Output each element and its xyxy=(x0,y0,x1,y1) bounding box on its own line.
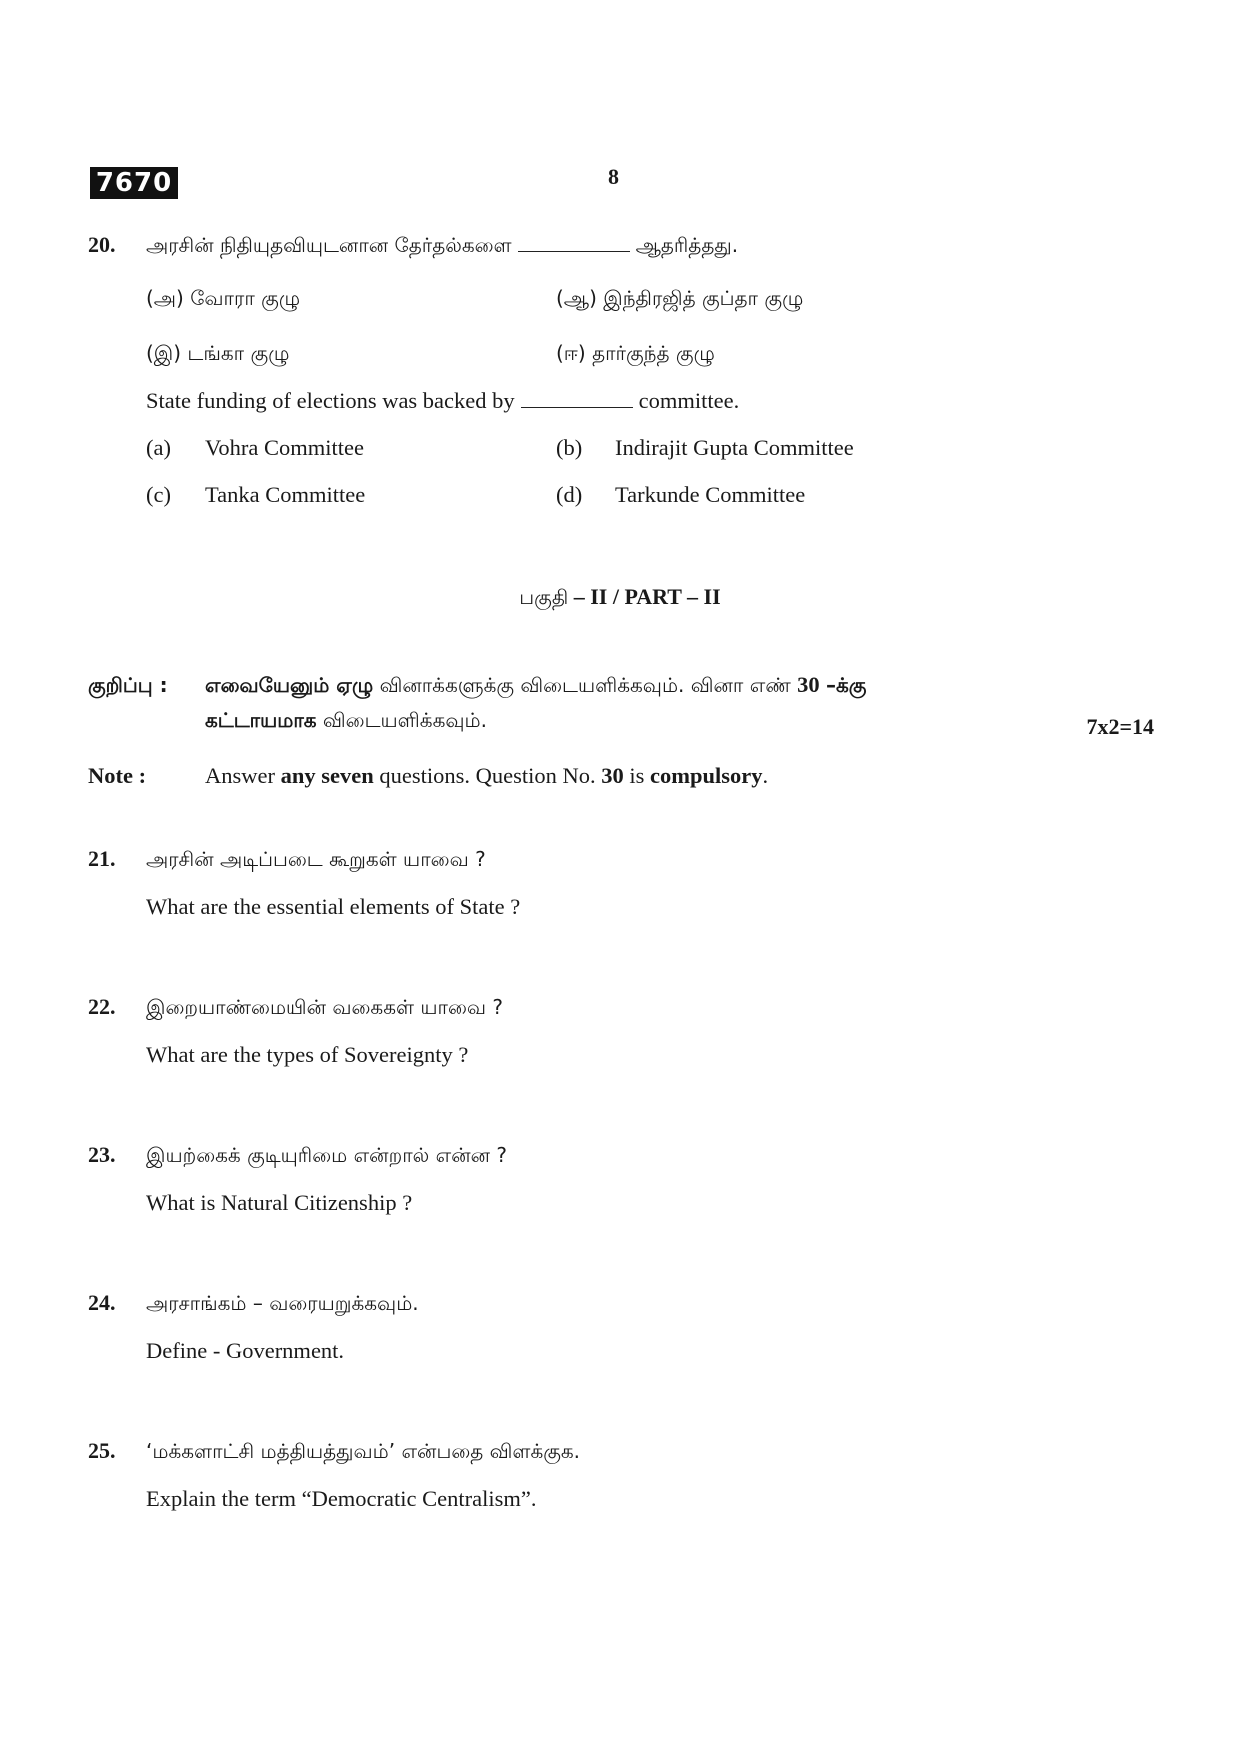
note-bold: compulsory xyxy=(650,763,763,788)
option-label: (அ) xyxy=(146,286,184,310)
q20-english-option-c xyxy=(146,480,171,510)
note-tamil-line1 xyxy=(205,670,866,700)
q20-tamil-option-d xyxy=(556,338,715,368)
q22-tamil: இறையாண்மையின் வகைகள் யாவை ? xyxy=(146,995,504,1019)
note-tamil-compulsory: கட்டாயமாக xyxy=(205,708,317,732)
note-tamil-bold: எவையேனும் ஏழு xyxy=(205,673,374,697)
option-text: தார்குந்த் குழு xyxy=(592,341,715,365)
note-tamil-label: குறிப்பு : xyxy=(88,673,168,697)
note-text: is xyxy=(629,763,645,788)
q25-number: 25. xyxy=(88,1438,116,1463)
q20-number: 20. xyxy=(88,232,116,257)
q20-english-stem xyxy=(146,386,739,416)
q20-tamil-before: அரசின் நிதியுதவியுடனான தேர்தல்களை xyxy=(146,233,512,257)
q20-tamil-stem xyxy=(146,230,738,260)
q22-number: 22. xyxy=(88,994,116,1019)
q23-tamil: இயற்கைக் குடியுரிமை என்றால் என்ன ? xyxy=(146,1143,507,1167)
note-text: . xyxy=(762,763,769,788)
note-tamil-text: வினாக்களுக்கு விடையளிக்கவும். வினா எண் xyxy=(379,673,791,697)
q22-english: What are the types of Sovereignty ? xyxy=(146,1042,469,1067)
option-label: (b) xyxy=(556,435,583,460)
option-text: வோரா குழு xyxy=(190,286,301,310)
option-label: (இ) xyxy=(146,341,182,365)
q23-english: What is Natural Citizenship ? xyxy=(146,1190,413,1215)
option-label: (a) xyxy=(146,435,171,460)
q20-english-blank xyxy=(521,389,633,408)
q24-number: 24. xyxy=(88,1290,116,1315)
part-title-rest: – II / PART – II xyxy=(573,584,721,609)
q20-english-before: State funding of elections was backed by xyxy=(146,388,515,413)
option-text: டங்கா குழு xyxy=(187,341,290,365)
q20-tamil-blank xyxy=(518,233,630,252)
q20-english-after: committee. xyxy=(638,388,740,413)
q24-english: Define - Government. xyxy=(146,1338,345,1363)
q20-english-option-b-text: Indirajit Gupta Committee xyxy=(615,435,854,460)
note-bold: 30 xyxy=(601,763,624,788)
note-tamil-line2 xyxy=(205,705,487,735)
note-tamil-suffix: –க்கு xyxy=(826,673,867,697)
option-text: இந்திரஜித் குப்தா குழு xyxy=(603,286,804,310)
note-english-text xyxy=(205,761,768,791)
q23-number: 23. xyxy=(88,1142,116,1167)
q20-english-option-c-text: Tanka Committee xyxy=(205,482,366,507)
note-english-label: Note : xyxy=(88,763,147,788)
note-text: Answer xyxy=(205,763,275,788)
note-tamil-text2: விடையளிக்கவும். xyxy=(322,708,487,732)
option-label: (c) xyxy=(146,482,171,507)
note-tamil-number: 30 xyxy=(797,672,820,697)
option-label: (ஆ) xyxy=(556,286,597,310)
q21-english: What are the essential elements of State ? xyxy=(146,894,521,919)
q25-tamil: ‘மக்களாட்சி மத்தியத்துவம்’ என்பதை விளக்குக. xyxy=(146,1439,581,1463)
note-bold: any seven xyxy=(280,763,374,788)
q20-english-option-a xyxy=(146,433,171,463)
q20-tamil-option-c xyxy=(146,338,289,368)
q21-tamil: அரசின் அடிப்படை கூறுகள் யாவை ? xyxy=(146,847,486,871)
q20-english-option-a-text: Vohra Committee xyxy=(205,435,364,460)
part-title xyxy=(0,582,1240,612)
q25-english: Explain the term “Democratic Centralism”. xyxy=(146,1486,537,1511)
q20-tamil-option-a xyxy=(146,283,300,313)
q21-number: 21. xyxy=(88,846,116,871)
note-text: questions. Question No. xyxy=(379,763,596,788)
option-label: (ஈ) xyxy=(556,341,586,365)
q20-english-option-b xyxy=(556,433,582,463)
paper-code: 7670 xyxy=(90,167,178,199)
q20-tamil-option-b xyxy=(556,283,803,313)
page-number: 8 xyxy=(608,164,619,189)
marks-allocation: 7x2=14 xyxy=(1086,714,1154,739)
part-title-tamil: பகுதி xyxy=(519,585,569,609)
option-label: (d) xyxy=(556,482,583,507)
q24-tamil: அரசாங்கம் – வரையறுக்கவும். xyxy=(146,1291,419,1315)
q20-tamil-after: ஆதரித்தது. xyxy=(635,233,739,257)
q20-english-option-d-text: Tarkunde Committee xyxy=(615,482,806,507)
q20-english-option-d xyxy=(556,480,582,510)
